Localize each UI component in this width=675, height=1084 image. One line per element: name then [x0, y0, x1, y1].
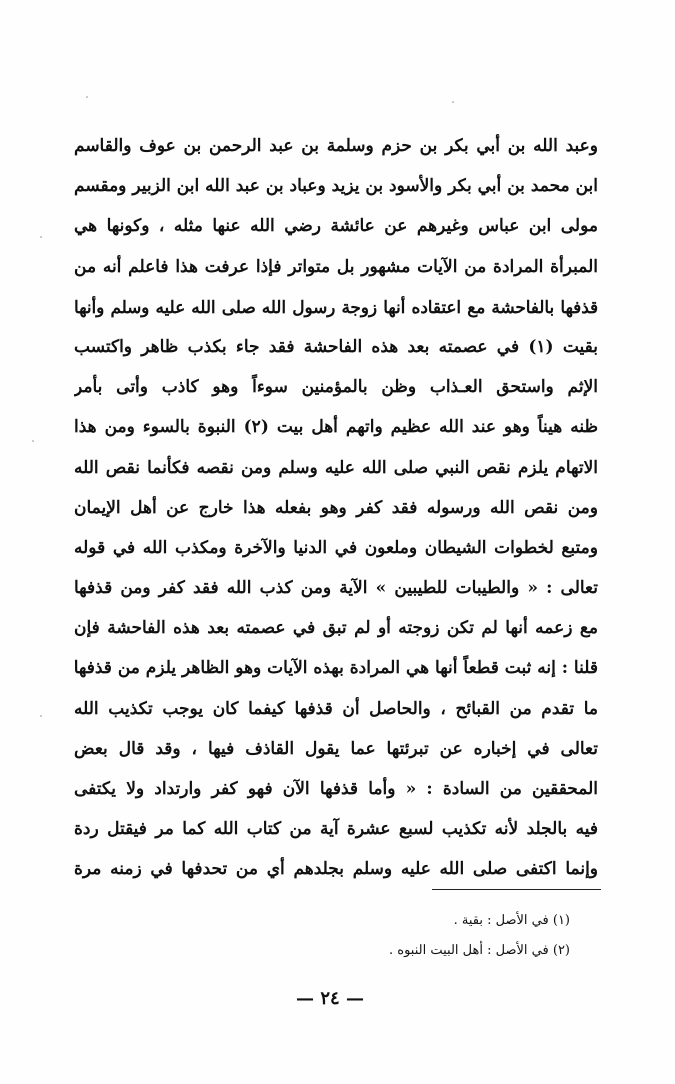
page-number: — ٢٤ — [296, 988, 364, 1009]
text-line: الاتهام يلزم نقص النبي صلى الله عليه وسلم ومن نقصه فكأنما نقص الله [74, 457, 598, 478]
text-line: ما تقدم من القبائح ، والحاصل أن قذفها كيفما كان يوجب تكذيب الله [74, 698, 598, 719]
text-line: قلنا : إنه ثبت قطعاً أنها هي المرادة بهذه الآيات وهو الظاهر يلزم من قذفها [74, 658, 598, 679]
paper-speck [40, 715, 42, 717]
footnote-separator [432, 889, 601, 890]
text-line: تعالى : « والطيبات للطيبين » الآية ومن كذب الله فقد كفر ومن قذفها [74, 578, 598, 599]
text-line: ومتبع لخطوات الشيطان وملعون في الدنيا والآخرة ومكذب الله في قوله [74, 537, 598, 558]
text-line: قذفها بالفاحشة مع اعتقاده أنها زوجة رسول الله صلى الله عليه وسلم وأنها [74, 296, 598, 317]
text-line: تعالى في إخباره عن تبرئتها عما يقول القاذف فيها ، وقد قال بعض [74, 738, 598, 759]
text-line: وعبد الله بن أبي بكر بن حزم وسلمة بن عبد الرحمن بن عوف والقاسم [74, 136, 598, 156]
text-line: ابن محمد بن أبي بكر والأسود بن يزيد وعباد بن عبد الله ابن الزبير ومقسم [74, 176, 598, 197]
text-line: ومن نقص الله ورسوله فقد كفر وهو بفعله هذا خارج عن أهل الإيمان [74, 497, 598, 518]
paper-speck [86, 96, 88, 98]
footnote: (٢) في الأصل : أهل البيت النبوه . [389, 943, 570, 958]
paper-speck [452, 101, 454, 103]
text-line: فيه بالجلد لأنه تكذيب لسبع عشرة آية من كتاب الله كما مر فيقتل ردة [74, 819, 598, 840]
paper-speck [40, 236, 42, 238]
footnote: (١) في الأصل : بقية . [453, 913, 570, 928]
text-line: بقيت (١) في عصمته بعد هذه الفاحشة فقد جاء بكذب ظاهر واكتسب [74, 336, 598, 357]
paper-speck [32, 440, 34, 442]
text-line: مولى ابن عباس وغيرهم عن عائشة رضي الله عنها مثله ، وكونها هي [74, 216, 598, 237]
text-line: المبرأة المرادة من الآيات مشهور بل متواتر فإذا عرفت هذا فاعلم أنه من [74, 256, 598, 277]
text-line: المحققين من السادة : « وأما قذفها الآن فهو كفر وارتداد ولا يكتفى [74, 779, 598, 799]
text-line: ظنه هيناً وهو عند الله عظيم واتهم أهل بيت (٢) النبوة بالسوء ومن هذا [74, 417, 598, 438]
text-line: الإثم واستحق العـذاب وظن بالمؤمنين سوءاً وهو كاذب وأتى بأمر [74, 377, 598, 398]
text-line: وإنما اكتفى صلى الله عليه وسلم بجلدهم أي من تحدفها في زمنه مرة [74, 859, 598, 880]
text-line: مع زعمه أنها لم تكن زوجته أو لم تبق في عصمته بعد هذه الفاحشة فإن [74, 618, 598, 639]
footnotes [120, 906, 570, 966]
body-text [74, 126, 598, 890]
